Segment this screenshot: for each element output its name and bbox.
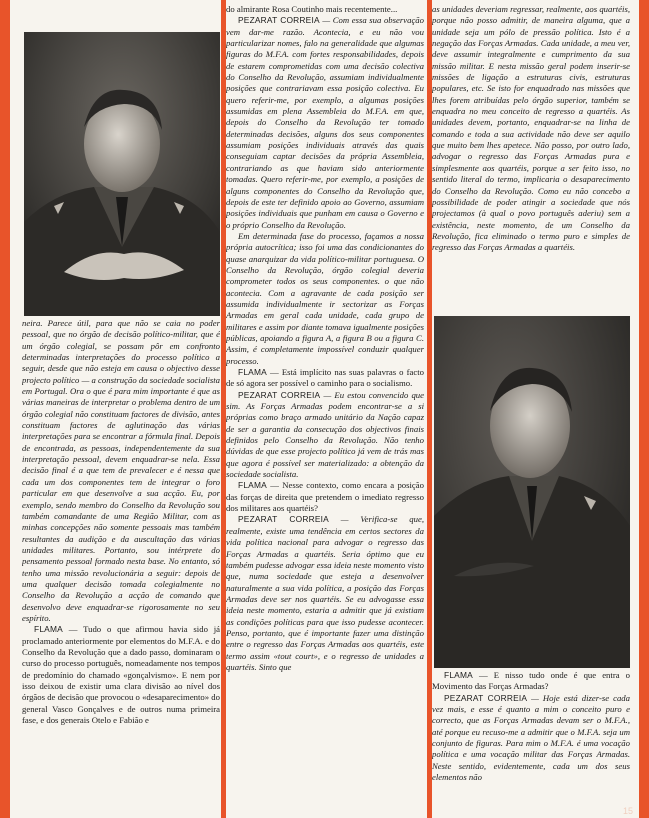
paragraph	[22, 318, 220, 624]
paragraph	[226, 4, 424, 15]
column-3	[432, 4, 630, 310]
column-divider-2	[427, 0, 432, 818]
paragraph	[432, 670, 630, 693]
page-number: 15	[622, 806, 633, 816]
paragraph	[226, 390, 424, 481]
column-divider-left	[0, 0, 10, 818]
paragraph-text: — Com essa sua observação vem dar-me razão. Acontecia, e eu não vou particularizar nomes, falo na generalidade que algumas figuras do M.F.A. com fortes responsabilidades, depois de estarem comprometidas com uma decisão colectiva do Conselho da Revolução, assumiam individualmente posições que contrariavam essa posição colectiva. Eu quero referir-me, por exemplo, a algumas posições assumidas em plena Assembleia do M.F.A. em que, depois do Conselho da Revolução ter tomado determinadas decisões, alguns dos seus componentes assumiam posições individuais através das quais conseguiam captar decisões da própria Assembleia, contrariando as que haviam sido anteriormente tomadas. Quero referir-me, por exemplo, a posições de alguns componentes do Conselho da Revolução que, depois de este ter definido apoio ao Governo, assumiam posições individuais que punham em causa o Governo e o próprio Conselho da Revolução.	[226, 15, 424, 230]
paragraph-text: — Verifica-se que, realmente, existe uma tendência em certos sectores da vida política nacional para advogar o regresso das Forças Armadas a quartéis. Seria óptimo que eu também pudesse advogar essa ideia neste momento visto que, numa sociedade que esteja a desenvolver naturalmente a sua vida política, a posição das Forças Armadas deve ser nos quartéis. Se eu advogasse essa ideia neste momento, estaria a admitir que já existiam as condições políticas para que isso pudesse acontecer. Penso, portanto, que é importante fazer uma distinção entre o regresso das Forças Armadas aos quartéis, este termo assim «tout court», e o regresso de unidades a quartéis. Sinto que	[226, 514, 424, 672]
column-3-continued	[432, 670, 630, 818]
speaker-name: PEZARAT CORREIA	[444, 692, 528, 703]
photo-top	[24, 32, 220, 316]
paragraph-text: — Hoje está dizer-se cada vez mais, e esse é quanto a mim o conceito puro e correcto, que as Forças Armadas devam ser o M.F.A., até porque eu recuso-me a admitir que o M.F.A. seja um conjunto de figuras. Para mim o M.F.A. é uma vocação política e uma vocação militar das Forças Armadas. Neste sentido, evidentemente, cada um dos seus elementos não	[432, 692, 630, 783]
column-divider-1	[221, 0, 226, 818]
paragraph-text: as unidades deveriam regressar, realmente, aos quartéis, porque não posso admitir, de maneira alguma, que a unidade seja um pólo de pressão política. Isto é a negação das Forças Armadas. Cada unidade, a meu ver, deve assumir integralmente e cumprimento da sua missão militar. E nesta missão geral podem inserir-se missões de ligação a estruturas civis, estruturas populares, etc. Se isto for enquadrado nas missões que lhes forem atribuídas pelo órgão superior, também se enquadra no meu conceito de regresso a quartéis. As unidades devem, portanto, enquadrar-se na linha de comando e toda a sua actividade não deve ser aquilo que muito bem lhes apetece. Não posso, por outro lado, advogar o regresso das Forças Armadas pura e simplesmente aos quartéis, porque a ser feito isso, no sentido literal do termo, implicaria o desaparecimento do Conselho da Revolução. Como eu não concebo a possibilidade de poder atingir a sociedade que nós projectamos (à qual o povo português aderiu) sem a existência, neste momento, de um Conselho da Revolução, fica eliminado o termo puro e simples de regresso das Forças Armadas a quartéis.	[432, 4, 630, 253]
speaker-name: FLAMA	[238, 367, 267, 377]
speaker-name: PEZARAT CORREIA	[238, 514, 329, 525]
speaker-name: FLAMA	[238, 480, 267, 491]
paragraph	[226, 514, 424, 673]
column-divider-right	[639, 0, 649, 818]
paragraph	[432, 4, 630, 254]
magazine-page	[10, 0, 639, 818]
paragraph	[226, 480, 424, 514]
speaker-name: FLAMA	[34, 624, 63, 635]
paragraph-text: — Eu estou convencido que sim. As Forças Armadas podem encontrar-se a si próprias como braço armado unitário da Nação capaz de ser a garantia da consecução dos objectivos finais definidos pelo Conselho da Revolução. Não tenho dúvidas de que esse projecto político já vem de trás mas que agora é possível ser materializado: a obtenção da sociedade socialista.	[226, 389, 424, 480]
paragraph	[432, 693, 630, 784]
paragraph-text: Em determinada fase do processo, façamos a nossa própria autocrítica; isso foi uma das condicionantes do quase anarquizar da vida político-militar portuguesa. O Conselho da Revolução, órgão colegial deveria comprometer todos os seus componentes. o que não acontecia. Com a agravante de cada posição ser assumida individualmente ir sectorizar as Forças Armadas em geral cada unidade, cada grupo de militares e assim por diante tomava igualmente posições públicas, apoiando a figura A, a figura B ou a figura C. Assim, é completamente impossível conduzir qualquer processo.	[226, 230, 424, 366]
portrait-photo-icon	[434, 316, 630, 668]
paragraph-text: — Está implícito nas suas palavras o facto de só agora ser possível o caminho para o socialismo.	[226, 367, 424, 389]
speaker-name: FLAMA	[444, 670, 473, 680]
paragraph-text: do almirante Rosa Coutinho mais recentemente...	[226, 4, 398, 14]
paragraph-text: — Tudo o que afirmou havia sido já proclamado anteriormente por elementos do M.F.A. e do Conselho da Revolução que a dado passo, dominaram o curso do processo português, nomeadamente nos tempos de predomínio do chamado «gonçalvismo». E nem por isso deixou de existir uma clara divisão ao nível dos órgãos de decisão que provocou o «desaparecimento» do general Vasco Gonçalves e de outros numa primeira fase, e dos generais Otelo e Fabião e	[22, 624, 220, 726]
paragraph-text: — E nisso tudo onde é que entra o Movimento das Forças Armadas?	[432, 670, 630, 692]
portrait-photo-icon	[24, 32, 220, 316]
column-1	[22, 318, 220, 818]
paragraph-text: — Nesse contexto, como encara a posição das forças de direita que pretendem o imediato regresso dos militares aos quartéis?	[226, 480, 424, 514]
speaker-name: PEZARAT CORREIA	[238, 15, 320, 26]
paragraph-text: neira. Parece útil, para que não se caia no poder pessoal, que no órgão de decisão político-militar, que é um órgão colegial, se possam pôr em confronto determinadas interpretações do processo político a seguir, desde que não esteja em causa o objectivo desse projecto político — a construção da sociedade socialista em Portugal. Ora o que é para mim importante é que as várias maneiras de interpretar o problema dentro de um órgão colegial não constituam factores de divisão, antes constituam factores de aglutinação das várias interpretações para se encontrar a fórmula final. Depois de encontrada, as pessoas, independentemente da sua interpretação pessoal, devem enquadrar-se nela. Essa decisão final é a que tem de prevalecer e é nessa que cada um dos componentes tem de integrar o foro particular em que desenvolve a sua acção. Eu, por exemplo, sendo membro do Conselho da Revolução sou também comandante de uma Região Militar, com as minhas concepções não somente pessoais mas também resultantes da audição e da auscultação das várias unidades militares. Portanto, sou intérprete do pensamento pessoal formado nesta base. No entanto, só tenho uma missão revolucionária a seguir: depois de uma qualquer decisão tomada colegialmente no Conselho da Revolução a acção de comando que desenvolvo deve enquadrar-se rigorosamente no seu espírito.	[22, 318, 220, 623]
paragraph	[226, 231, 424, 367]
paragraph	[226, 15, 424, 231]
column-2	[226, 4, 424, 818]
paragraph	[226, 367, 424, 390]
speaker-name: PEZARAT CORREIA	[238, 389, 321, 400]
photo-bottom	[434, 316, 630, 668]
paragraph	[22, 624, 220, 726]
